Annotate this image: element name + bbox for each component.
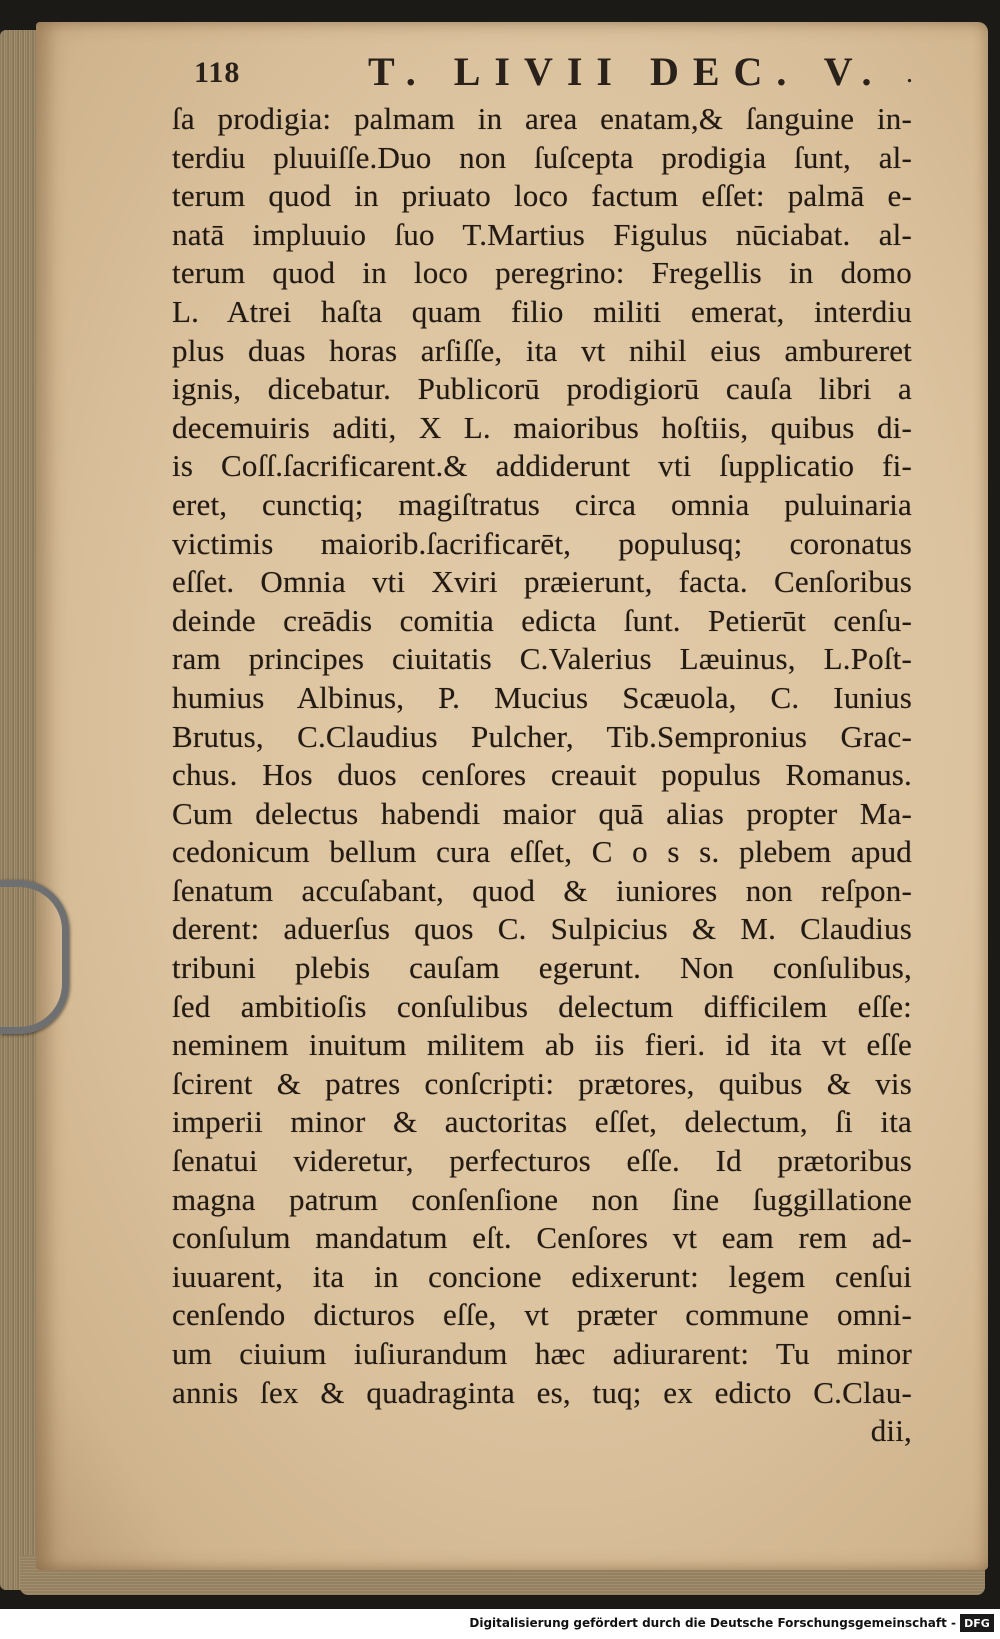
text-line: eret, cunctiq; magiſtratus circa omnia puluinaria (172, 486, 912, 522)
text-line: eſſet. Omnia vti Xviri præierunt, facta. Cenſoribus (172, 564, 912, 600)
text-line: magna patrum conſenſione non ſine ſuggillatione (172, 1181, 912, 1217)
text-line: iuuarent, ita in concione edixerunt: legem cenſui (172, 1258, 912, 1294)
text-line: victimis maiorib.ſacrificarēt, populusq; coronatus (172, 525, 912, 561)
latin-text-body (172, 100, 912, 1451)
text-line: decemuiris aditi, X L. maioribus hoſtiis, quibus di- (172, 409, 912, 445)
text-line: Brutus, C.Claudius Pulcher, Tib.Sempronius Grac- (172, 718, 912, 754)
text-line: ſcirent & patres conſcripti: prætores, quibus & vis (172, 1065, 912, 1101)
text-line: plus duas horas arſiſſe, ita vt nihil eius ambureret (172, 332, 912, 368)
text-line: dii, (870, 1413, 912, 1449)
text-line: natā impluuio ſuo T.Martius Figulus nūciabat. al- (172, 216, 912, 252)
text-line: ſed ambitioſis conſulibus delectum difficilem eſſe: (172, 988, 912, 1024)
text-line: cenſendo dicturos eſſe, vt præter commune omni- (172, 1297, 912, 1333)
text-line: chus. Hos duos cenſores creauit populus Romanus. (172, 757, 912, 793)
text-line: terdiu pluuiſſe.Duo non ſuſcepta prodigia ſunt, al- (172, 139, 912, 175)
text-line: deinde creādis comitia edicta ſunt. Petierūt cenſu- (172, 602, 912, 638)
dfg-logo-icon: DFG (960, 1614, 994, 1632)
text-line: tribuni plebis cauſam egerunt. Non conſulibus, (172, 950, 912, 986)
header-dot: . (906, 58, 913, 89)
text-line: is Coſſ.ſacrificarent.& addiderunt vti ſupplicatio fi- (172, 448, 912, 484)
text-line: derent: aduerſus quos C. Sulpicius & M. Claudius (172, 911, 912, 947)
text-line: conſulum mandatum eſt. Cenſores vt eam rem ad- (172, 1220, 912, 1256)
text-line: annis ſex & quadraginta es, tuq; ex edicto C.Clau- (172, 1374, 912, 1410)
text-line: ſenatui videretur, perfecturos eſſe. Id prætoribus (172, 1143, 912, 1179)
text-line: imperii minor & auctoritas eſſet, delectum, ſi ita (172, 1104, 912, 1140)
text-line: terum quod in priuato loco factum eſſet: palmā e- (172, 178, 912, 214)
text-line: um ciuium iuſiurandum hæc adiurarent: Tu minor (172, 1336, 912, 1371)
text-line: humius Albinus, P. Mucius Scæuola, C. Iunius (172, 679, 912, 715)
running-title: T. LIVII DEC. V. (368, 49, 886, 94)
footer-credit: Digitalisierung gefördert durch die Deutsche Forschungsgemeinschaft - (469, 1616, 956, 1630)
text-line: L. Atrei haſta quam filio militi emerat, interdiu (172, 293, 912, 329)
text-line: cedonicum bellum cura eſſet, C o s s. plebem apud (172, 834, 912, 870)
text-line: neminem inuitum militem ab iis fieri. id ita vt eſſe (172, 1027, 912, 1063)
page-header (158, 48, 938, 98)
text-line: Cum delectus habendi maior quā alias propter Ma- (172, 795, 912, 831)
text-line: ſenatum accuſabant, quod & iuniores non reſpon- (172, 872, 912, 908)
digitization-footer (0, 1609, 1000, 1639)
text-line: ignis, dicebatur. Publicorū prodigiorū cauſa libri a (172, 371, 912, 407)
text-line: terum quod in loco peregrino: Fregellis in domo (172, 255, 912, 291)
book-clasp (0, 880, 69, 1034)
page-number: 118 (194, 56, 241, 89)
text-line: ram principes ciuitatis C.Valerius Læuinus, L.Poſt- (172, 641, 912, 677)
text-line: ſa prodigia: palmam in area enatam,& ſanguine in- (172, 101, 912, 136)
